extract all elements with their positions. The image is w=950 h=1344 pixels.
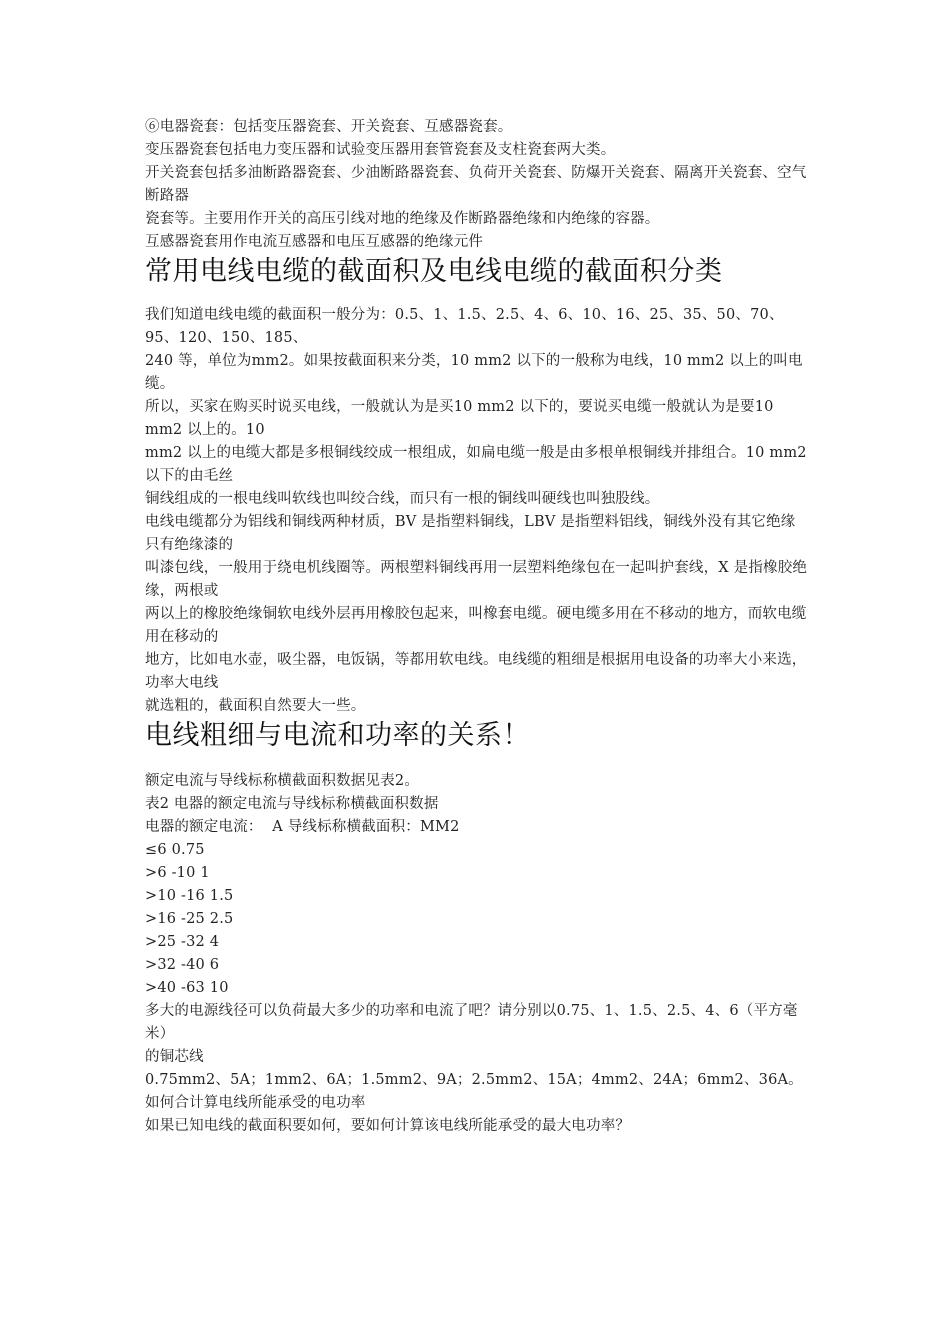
table-row: >25 -32 4 xyxy=(145,934,220,950)
text-line: 变压器瓷套包括电力变压器和试验变压器用套管瓷套及支柱瓷套两大类。 xyxy=(145,142,616,158)
table-row: >16 -25 2.5 xyxy=(145,911,234,927)
document-page xyxy=(145,116,810,1138)
text-line: 多大的电源线径可以负荷最大多少的功率和电流了吧？请分别以0.75、1、1.5、2.5、4、6（平方毫米） xyxy=(145,1003,798,1042)
text-line: 额定电流与导线标称横截面积数据见表2。 xyxy=(145,773,420,789)
table-row: >40 -63 10 xyxy=(145,980,229,996)
text-line: 的铜芯线 xyxy=(145,1049,204,1065)
text-line: 开关瓷套包括多油断路器瓷套、少油断路器瓷套、负荷开关瓷套、防爆开关瓷套、隔离开关瓷套、空气断路器 xyxy=(145,165,807,204)
text-line: ⑥电器瓷套：包括变压器瓷套、开关瓷套、互感器瓷套。 xyxy=(145,119,513,135)
table-header: 电器的额定电流： A 导线标称横截面积：MM2 xyxy=(145,819,460,835)
table-row: >32 -40 6 xyxy=(145,957,220,973)
table-row: >6 -10 1 xyxy=(145,865,210,881)
text-line: 铜线组成的一根电线叫软线也叫绞合线，而只有一根的铜线叫硬线也叫独股线。 xyxy=(145,491,660,507)
table-row: ≤6 0.75 xyxy=(145,842,205,858)
text-line: 我们知道电线电缆的截面积一般分为：0.5、1、1.5、2.5、4、6、10、16、25、35、50、70、95、120、150、185、 xyxy=(145,307,784,346)
text-line: mm2 以上的电缆大都是多根铜线绞成一根组成，如扁电缆一般是由多根单根铜线并排组合。10 mm2 以下的由毛丝 xyxy=(145,445,812,484)
text-line: 如果已知电线的截面积要如何，要如何计算该电线所能承受的最大电功率？ xyxy=(145,1118,631,1134)
text-line: 两以上的橡胶绝缘铜软电线外层再用橡胶包起来，叫橡套电缆。硬电缆多用在不移动的地方，而软电缆用在移动的 xyxy=(145,606,807,645)
table-row: >10 -16 1.5 xyxy=(145,888,234,904)
text-line: 就选粗的，截面积自然要大一些。 xyxy=(145,698,366,714)
spacer xyxy=(145,290,810,304)
text-line: 互感器瓷套用作电流互感器和电压互感器的绝缘元件 xyxy=(145,234,484,250)
table-caption: 表2 电器的额定电流与导线标称横截面积数据 xyxy=(145,796,439,812)
section-heading-cross-section: 常用电线电缆的截面积及电线电缆的截面积分类 xyxy=(145,256,723,287)
text-line: 所以，买家在购买时说买电线，一般就认为是买10 mm2 以下的，要说买电缆一般就认为是要10 mm2 以上的。10 xyxy=(145,399,779,438)
spacer xyxy=(145,754,810,770)
text-line: 0.75mm2、5A；1mm2、6A；1.5mm2、9A；2.5mm2、15A；4mm2、24A；6mm2、36A。 xyxy=(145,1072,803,1088)
text-line: 瓷套等。主要用作开关的高压引线对地的绝缘及作断路器绝缘和内绝缘的容器。 xyxy=(145,211,660,227)
text-line: 电线电缆都分为铝线和铜线两种材质，BV 是指塑料铜线，LBV 是指塑料铝线，铜线外没有其它绝缘只有绝缘漆的 xyxy=(145,514,796,553)
text-line: 地方，比如电水壶，吸尘器，电饭锅，等都用软电线。电线缆的粗细是根据用电设备的功率大小来选，功率大电线 xyxy=(145,652,807,691)
text-line: 240 等，单位为mm2。如果按截面积来分类，10 mm2 以下的一般称为电线，10 mm2 以上的叫电缆。 xyxy=(145,353,803,392)
section-heading-current-power: 电线粗细与电流和功率的关系！ xyxy=(145,720,530,751)
text-line: 叫漆包线，一般用于绕电机线圈等。两根塑料铜线再用一层塑料绝缘包在一起叫护套线，X 是指橡胶绝缘，两根或 xyxy=(145,560,808,599)
text-line: 如何合计算电线所能承受的电功率 xyxy=(145,1095,366,1111)
